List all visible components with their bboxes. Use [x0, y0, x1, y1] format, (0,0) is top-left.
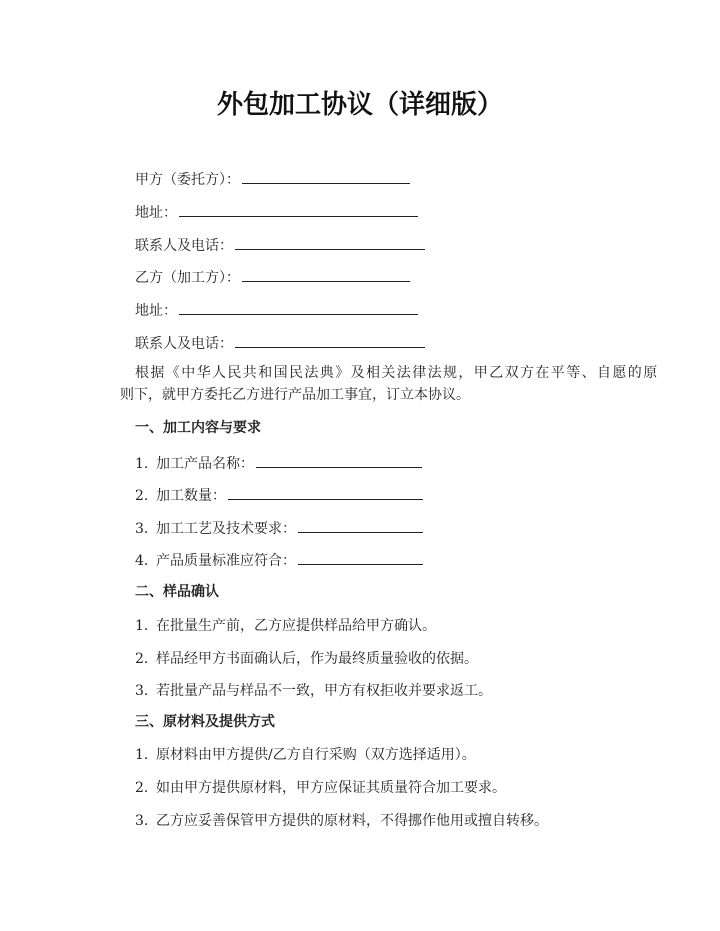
item-text: 若批量产品与样品不一致，甲方有权拒收并要求返工。 [156, 683, 492, 699]
list-item [135, 550, 423, 570]
item-number: 3. [135, 813, 149, 829]
item-label: 加工工艺及技术要求： [156, 521, 296, 537]
party-a-address-field[interactable] [179, 202, 418, 217]
preamble-paragraph [120, 362, 659, 406]
field-label: 地址： [135, 303, 177, 319]
field-label: 乙方（加工方）： [135, 270, 240, 286]
item-number: 1. [135, 618, 149, 634]
party-a-name-row [135, 169, 410, 189]
party-b-address-field[interactable] [179, 300, 418, 315]
section-heading: 三、原材料及提供方式 [135, 714, 275, 730]
item-number: 2. [135, 651, 149, 667]
document-title: 外包加工协议（详细版） [216, 90, 503, 120]
item-text: 乙方应妥善保管甲方提供的原材料，不得挪作他用或擅自转移。 [156, 813, 548, 829]
party-b-address-row [135, 300, 418, 320]
list-item [135, 617, 436, 635]
quality-standard-field[interactable] [298, 550, 423, 565]
section-heading: 一、加工内容与要求 [135, 420, 261, 436]
item-text: 原材料由甲方提供/乙方自行采购（双方选择适用）。 [156, 747, 476, 763]
list-item [135, 779, 506, 797]
section-heading: 二、样品确认 [135, 584, 219, 600]
party-a-address-row [135, 202, 418, 222]
party-a-contact-field[interactable] [235, 235, 425, 250]
party-b-contact-row [135, 333, 425, 353]
list-item [135, 746, 476, 764]
list-item [135, 682, 492, 700]
list-item [135, 485, 423, 505]
field-label: 甲方（委托方）： [135, 172, 240, 188]
party-b-contact-field[interactable] [235, 333, 425, 348]
item-number: 2. [135, 488, 149, 504]
party-a-contact-row [135, 235, 425, 255]
item-number: 4. [135, 553, 149, 569]
field-label: 地址： [135, 205, 177, 221]
product-name-field[interactable] [256, 453, 422, 468]
item-number: 3. [135, 521, 149, 537]
item-number: 1. [135, 456, 149, 472]
party-b-name-field[interactable] [242, 267, 410, 282]
item-label: 加工产品名称： [156, 456, 254, 472]
field-label: 联系人及电话： [135, 336, 233, 352]
list-item [135, 812, 548, 830]
item-label: 产品质量标准应符合： [156, 553, 296, 569]
process-requirements-field[interactable] [298, 518, 423, 533]
preamble-line: 根据《中华人民共和国民法典》及相关法律法规，甲乙双方在平等、自愿的原 [135, 365, 659, 381]
list-item [135, 453, 422, 473]
item-text: 在批量生产前，乙方应提供样品给甲方确认。 [156, 618, 436, 634]
item-label: 加工数量： [156, 488, 226, 504]
party-a-name-field[interactable] [242, 169, 410, 184]
party-b-name-row [135, 267, 410, 287]
list-item [135, 650, 478, 668]
field-label: 联系人及电话： [135, 238, 233, 254]
item-text: 样品经甲方书面确认后，作为最终质量验收的依据。 [156, 651, 478, 667]
list-item [135, 518, 423, 538]
preamble-line: 则下，就甲方委托乙方进行产品加工事宜，订立本协议。 [120, 387, 470, 403]
item-number: 2. [135, 780, 149, 796]
item-number: 1. [135, 747, 149, 763]
quantity-field[interactable] [228, 485, 423, 500]
item-number: 3. [135, 683, 149, 699]
item-text: 如由甲方提供原材料，甲方应保证其质量符合加工要求。 [156, 780, 506, 796]
